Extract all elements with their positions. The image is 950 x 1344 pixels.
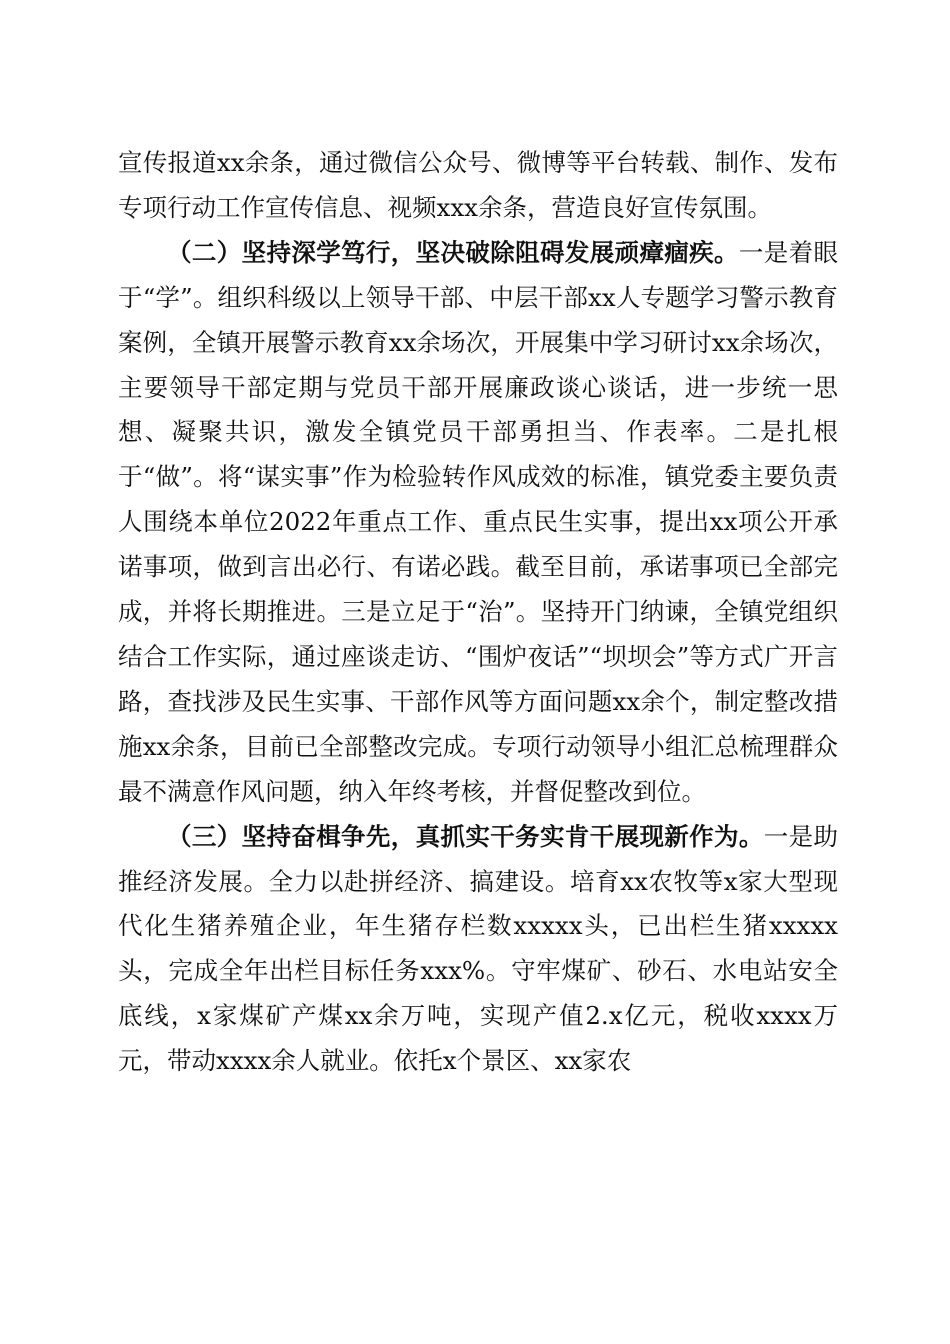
paragraph-text: 宣传报道xx余条，通过微信公众号、微博等平台转载、制作、发布专项行动工作宣传信息、视频xxx余条，营造良好宣传氛围。 bbox=[118, 148, 838, 222]
paragraph-text: 一是助推经济发展。全力以赴拼经济、搞建设。培育xx农牧等x家大型现代化生猪养殖企业，年生猪存栏数xxxxx头，已出栏生猪xxxxx头，完成全年出栏目标任务xxx%。守牢煤矿、砂石、水电站安全底线，x家煤矿产煤xx余万吨，实现产值2.x亿元，税收xxxx万元，带动xxxx余人就业。依托x个景区、xx家农 bbox=[118, 821, 839, 1076]
paragraph-section-three bbox=[118, 815, 838, 1084]
paragraph-text: 一是着眼于“学”。组织科级以上领导干部、中层干部xx人专题学习警示教育案例，全镇开展警示教育xx余场次，开展集中学习研讨xx余场次，主要领导干部定期与党员干部开展廉政谈心谈话，进一步统一思想、凝聚共识，激发全镇党员干部勇担当、作表率。二是扎根于“做”。将“谋实事”作为检验转作风成效的标准，镇党委主要负责人围绕本单位2022年重点工作、重点民生实事，提出xx项公开承诺事项，做到言出必行、有诺必践。截至目前，承诺事项已全部完成，并将长期推进。三是立足于“治”。坚持开门纳谏，全镇党组织结合工作实际，通过座谈走访、“围炉夜话”“坝坝会”等方式广开言路，查找涉及民生实事、干部作风等方面问题xx余个，制定整改措施xx余条，目前已全部整改完成。专项行动领导小组汇总梳理群众最不满意作风问题，纳入年终考核，并督促整改到位。 bbox=[118, 237, 839, 806]
section-heading-two: （二）坚持深学笃行，坚决破除阻碍发展顽瘴痼疾。 bbox=[167, 237, 739, 267]
paragraph-publicity bbox=[118, 141, 838, 231]
paragraph-section-two bbox=[118, 231, 838, 815]
document-body bbox=[118, 141, 838, 1084]
section-heading-three: （三）坚持奋楫争先，真抓实干务实肯干展现新作为。 bbox=[167, 821, 764, 851]
